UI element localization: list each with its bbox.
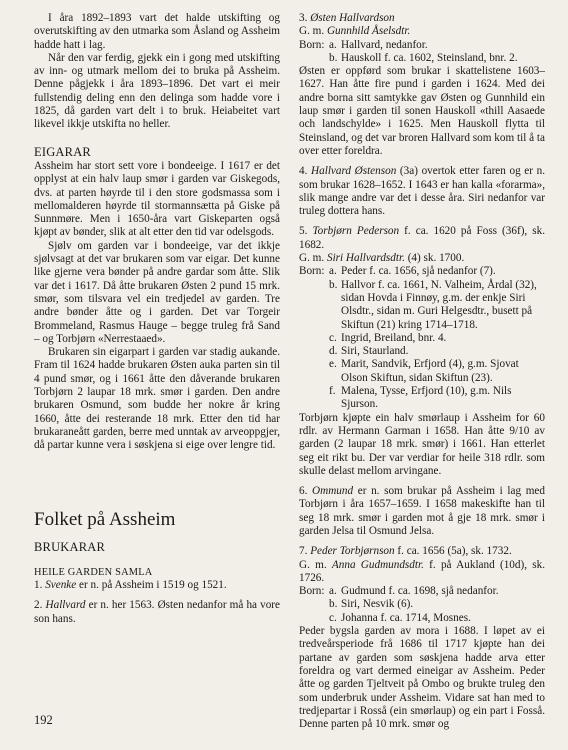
child-text: Hallvor f. ca. 1661, N. Valheim, Årdal (32), sidan Hovda i Finnøy, g.m. der enkje Siri Olsdtr., sidan m. Guri Helgesdtr., busett på Skiftun (21) kring 1714–1718. <box>341 278 537 331</box>
child-letter: b. <box>329 278 338 291</box>
child-letter: f. <box>329 385 336 398</box>
child-letter: a. <box>329 38 337 51</box>
spouse-text: f. på Aukland (10d), sk. 1726. <box>299 558 546 584</box>
entry-text: f. ca. 1656 (5a), sk. 1732. <box>394 545 512 558</box>
section-heading-brukarar: BRUKARAR <box>34 539 106 554</box>
born-label: Born: <box>299 38 325 51</box>
spouse-prefix: G. m. <box>299 558 332 571</box>
entry-number: 3. <box>299 12 308 24</box>
entry-name: Svenke <box>45 579 77 592</box>
spouse-name: Anna Gudmundsdtr. <box>331 558 424 571</box>
entry-number: 6. <box>299 485 308 498</box>
entry-number: 2. <box>34 599 43 612</box>
entry-text: er n. som brukar på Assheim i lag med Torbjørn i åra 1657–1659. I 1658 makeskifte han til seg 18 mrk. smør i garden mot å gje 18 mrk. smør i garden Jelsa til Osmund Jelsa. <box>299 485 545 537</box>
entry-text: f. ca. 1620 på Foss (36f), sk. 1682. <box>299 225 546 251</box>
child-text: Marit, Sandvik, Erfjord (4), g.m. Sjovat Olson Skiftun, sidan Skiftun (23). <box>341 358 519 384</box>
child-text: Ingrid, Breiland, bnr. 4. <box>341 331 447 344</box>
child-text: Johanna f. ca. 1714, Mosnes. <box>341 611 471 624</box>
child-letter: d. <box>329 345 338 358</box>
child-letter: c. <box>329 611 337 624</box>
child-text: Peder f. ca. 1656, sjå nedanfor (7). <box>341 265 496 278</box>
section-heading-eigarar: EIGARAR <box>34 144 91 159</box>
entry-body: Østen er oppførd som brukar i skattelistene 1603–1627. Han åtte fire pund i garden i 1624. Med dei andre borna sitt samtykke gav Østen og Gunnhild ein laup smør i garden til sonen Hauskoll «thill Aasaede och landschylde» i 1625. Men Hauskoll flytta til Steinsland, og det var broren Hallvard som kom til å ta over etter foreldra. <box>299 65 545 157</box>
entry-heading <box>299 12 545 25</box>
spouse-name: Gunnhild Åselsdtr. <box>326 25 411 38</box>
children-list <box>299 265 545 411</box>
child-letter: c. <box>329 331 337 344</box>
paragraph-eigarar-2: Sjølv om garden var i bondeeige, var det ikkje sjølvsagt at det var brukaren som var eigar. Det kunne like gjerne vera bønder på andre gardar som åtte. Slik var det i 1617. Då åtte brukaren Østen 2 pund 15 mrk. smør, som tilsvara vel ein tredjedel av garden. Tre andre bønder åtte og i garden. Det var Torgeir Brommeland, Rasmus Hauge – begge truleg frå Sand – og Torbjørn «Nerrestaaed». <box>34 239 280 345</box>
child-text: Siri, Nesvik (6). <box>341 598 414 611</box>
child-text: Hallvard, nedanfor. <box>341 38 428 51</box>
entry-heading <box>299 545 545 558</box>
entry-body: Torbjørn kjøpte ein halv smørlaup i Assheim for 60 rdlr. av Hermann Garman i 1658. Han åtte 9/10 av garden (2 laupar 18 mrk. smør) i 1661. Han etterlet seg eit rikt bu. Der var verdiar for heile 318 rdlr. som skulle delast mellom arvingane. <box>299 411 545 477</box>
entry-name: Østen Hallvardson <box>310 12 395 24</box>
part-title: Folket på Assheim <box>34 508 176 530</box>
spouse-name: Siri Hallvardsdtr. <box>326 252 405 265</box>
entry-text: er n. på Assheim i 1519 og 1521. <box>76 579 227 592</box>
spouse-line <box>299 252 545 265</box>
entry-6 <box>299 485 545 538</box>
child-letter: a. <box>329 585 337 598</box>
left-column <box>34 12 280 633</box>
entry-3 <box>299 12 545 158</box>
paragraph-eigarar-1: Assheim har stort sett vore i bondeeige. I 1617 er det opplyst at ein halv laup smør i garden var Giskegods, dvs. at parten høyrde til i den store godsmassa som i mellomalderen høyrde til stormannsætta på Giske på Sunnmøre. Men i 1650-åra vart Giskeparten også kjøpt av bønder, slik at alt etter den tid var odelsgods. <box>34 159 280 239</box>
child-letter: a. <box>329 265 337 278</box>
child-letter: b. <box>329 598 338 611</box>
entry-number: 4. <box>299 165 308 178</box>
child-text: Gudmund f. ca. 1698, sjå nedanfor. <box>341 585 499 598</box>
spouse-text: (4) sk. 1700. <box>404 252 465 265</box>
entry-body: Peder bygsla garden av mora i 1688. I løpet av ei tredveårsperiode frå 1686 til 1717 kjøpte han dei partane av garden som søskjena hadde arva etter foreldra og vart dermed eineigar av Assheim. Peder åtte og garden Tjeltveit på Ombo og brukte truleg den som underbruk under Assheim. Vidare sat han med to tredjepartar i Rosså (ein smørlaup) og ein part i Fosså. Denne parten på 10 mrk. smør og <box>299 625 545 731</box>
spouse-line <box>299 559 545 586</box>
entry-text: (3a) overtok etter faren og er n. som brukar 1628–1652. I 1643 er han kalla «forarma», slik mange andre var det i desse åra. Siri nedanfor var truleg dottera hans. <box>299 165 546 218</box>
entry-name: Ommund <box>312 485 354 498</box>
entry-2 <box>34 599 280 626</box>
paragraph-utskifting-1: I åra 1892–1893 vart det halde utskifting og overutskifting av den utmarka som Åsland og Assheim hadde hatt i lag. <box>34 12 280 51</box>
entry-number: 1. <box>34 579 43 592</box>
entry-name: Peder Torbjørnson <box>310 545 395 558</box>
child-letter: b. <box>329 51 338 64</box>
entry-4 <box>299 165 545 218</box>
entry-number: 7. <box>299 545 308 558</box>
entry-heading <box>299 225 545 252</box>
paragraph-utskifting-2: Når den var ferdig, gjekk ein i gong med utskifting av inn- og utmark mellom dei to bruka på Assheim. Denne pågjekk i åra 1893–1896. Det vart ei meir fullstendig deling enn den delinga som hadde vore i 1825, då garden vart delt i to bruk. Heiabeitet vart likevel ikkje utskifta no heller. <box>34 51 280 131</box>
child-text: Hauskoll f. ca. 1602, Steinsland, bnr. 2. <box>341 51 518 64</box>
children-list <box>299 585 545 625</box>
entry-5 <box>299 225 545 478</box>
entry-name: Hallvard <box>45 599 86 612</box>
paragraph-eigarar-3: Brukaren sin eigarpart i garden var stadig aukande. Fram til 1624 hadde brukaren Østen auka parten sin til 4 pund smør, og i 1661 åtte den dåverande brukaren Torbjørn 2 laupar 18 mrk. smør i garden. Den andre brukaren Osmund, som budde her nokre år kring 1660, åtte dei resterande 18 mrk. Etter den tid har brukaraneått garden, berre med unntak av arveoppgjer, då partar kunne vera i søskjena si eige over lengre tid. <box>34 346 280 452</box>
spouse-prefix: G. m. <box>299 25 327 38</box>
born-label: Born: <box>299 265 325 278</box>
entry-7 <box>299 545 545 731</box>
entry-number: 5. <box>299 225 308 238</box>
subheading-heile-garden: HEILE GARDEN SAMLA <box>34 566 153 578</box>
entry-1 <box>34 579 280 592</box>
spouse-prefix: G. m. <box>299 252 327 265</box>
born-label: Born: <box>299 585 325 598</box>
child-text: Siri, Staurland. <box>341 345 409 358</box>
child-letter: e. <box>329 358 337 371</box>
page-number: 192 <box>34 713 53 727</box>
entry-text: er n. her 1563. Østen nedanfor må ha vore son hans. <box>34 599 280 625</box>
entry-name: Torbjørn Pederson <box>312 225 400 238</box>
children-list <box>299 39 545 66</box>
entry-name: Hallvard Østenson <box>311 165 397 178</box>
child-text: Malena, Tysse, Erfjord (10), g.m. Nils Sjurson. <box>341 385 512 411</box>
spouse-line <box>299 25 545 38</box>
right-column <box>299 12 545 738</box>
